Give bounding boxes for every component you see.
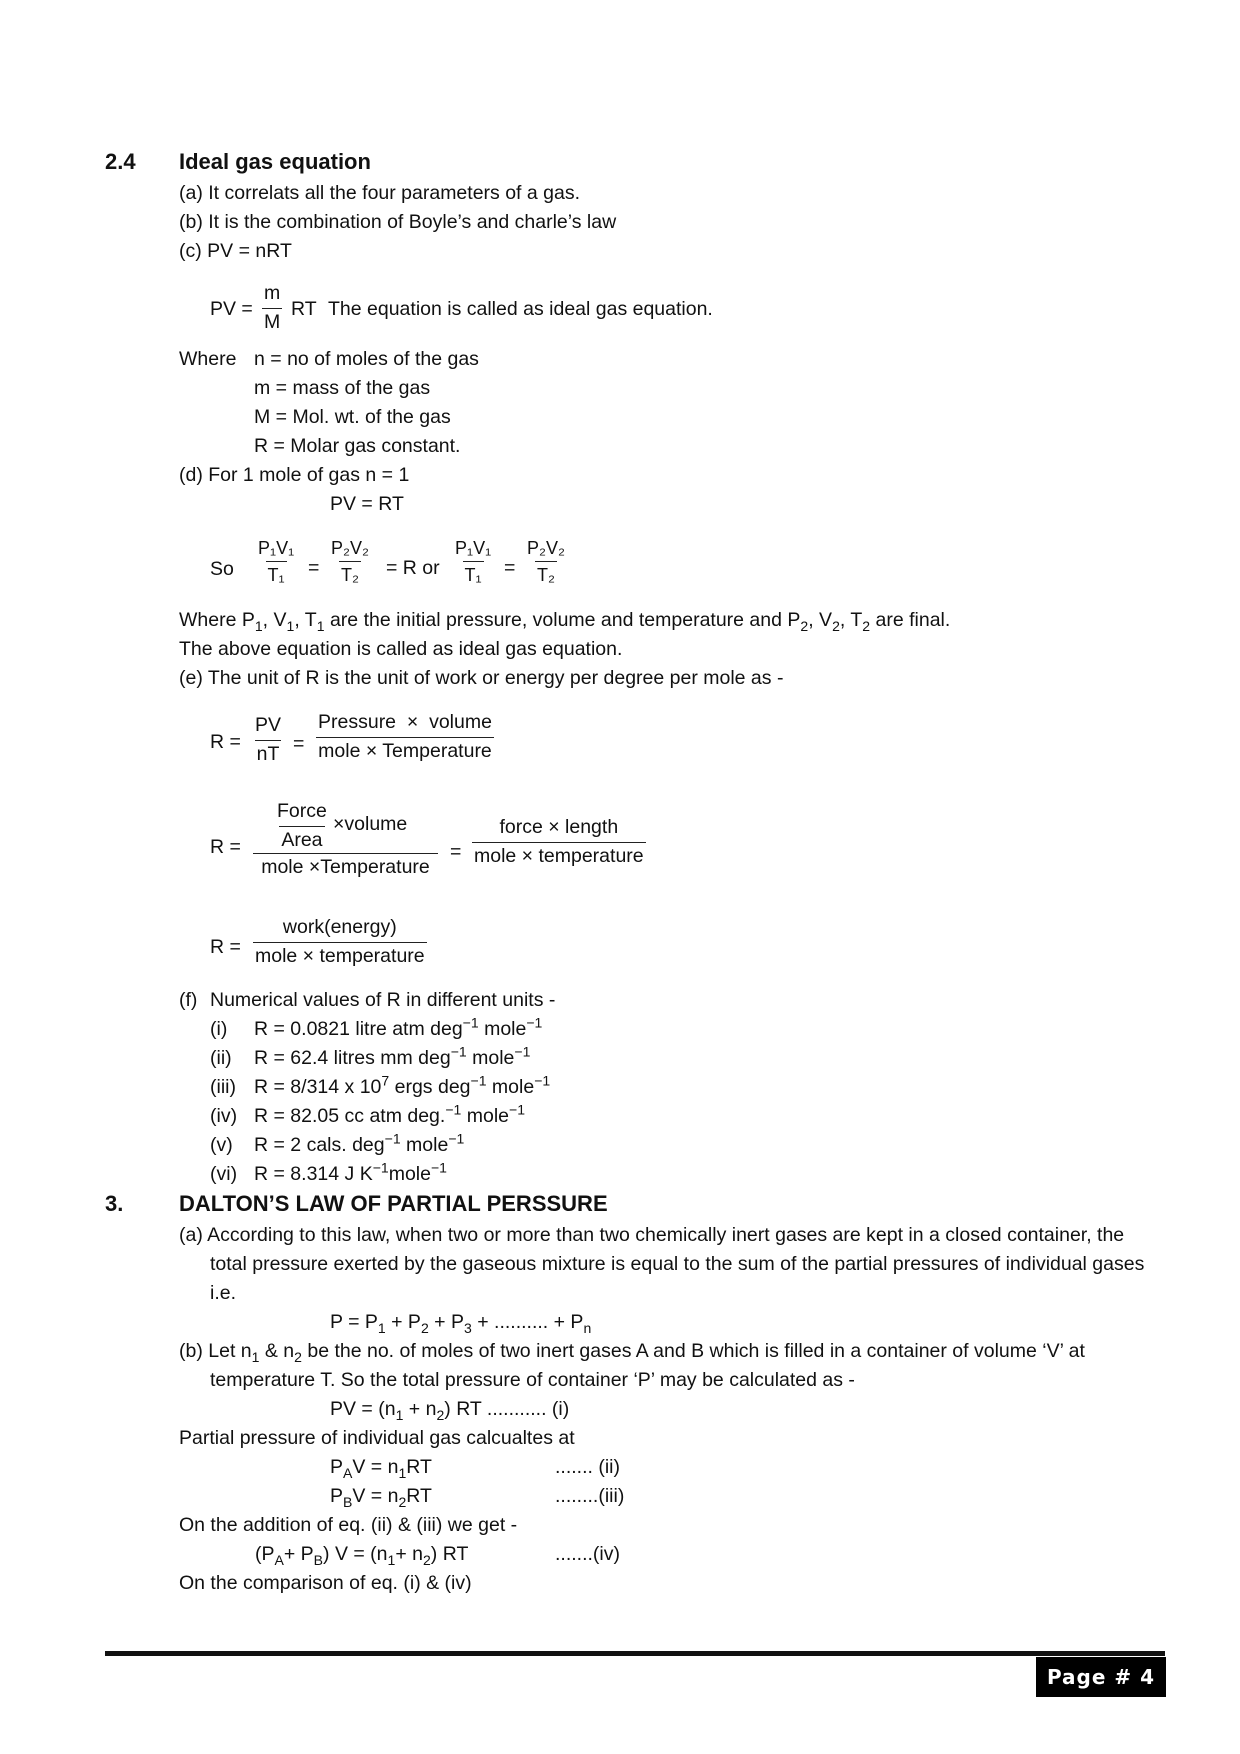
times-volume: ×volume bbox=[333, 813, 408, 835]
numerator: m bbox=[264, 282, 281, 304]
r-value: R = 2 cals. deg$^{-1}$ mole$^{-1}$ bbox=[254, 1130, 465, 1156]
equals: = bbox=[450, 841, 462, 863]
eq-lhs: PV = bbox=[210, 298, 253, 320]
item-d: (d) For 1 mole of gas n = 1 bbox=[179, 464, 410, 486]
r-value: R = 62.4 litres mm deg$^{-1}$ mole$^{-1}$ bbox=[254, 1043, 531, 1069]
fraction-force-area bbox=[275, 802, 329, 850]
equation-pv-rt: PV = RT bbox=[330, 493, 404, 515]
equals: = bbox=[504, 557, 516, 579]
fraction-pv-nt bbox=[253, 716, 283, 764]
r-value: R = 8/314 x $10^7$ ergs deg$^{-1}$ mole$^{-1}$ bbox=[254, 1072, 551, 1098]
item-a-line3: i.e. bbox=[210, 1282, 237, 1304]
section-title: DALTON’S LAW OF PARTIAL PERSSURE bbox=[179, 1191, 608, 1216]
numerator: P₁V₁ bbox=[258, 538, 295, 558]
comparison-label: On the comparison of eq. (i) & (iv) bbox=[179, 1572, 472, 1594]
fraction-p2v2-t2 bbox=[329, 539, 371, 584]
r-value: R = 8.314 J $K^{-1}mole^{-1}$ bbox=[254, 1159, 447, 1185]
fraction-pressure-volume bbox=[316, 713, 494, 761]
equation-iii-tag: ........(iii) bbox=[555, 1485, 625, 1507]
denominator: T₁ bbox=[463, 561, 484, 584]
so-label: So bbox=[210, 558, 234, 580]
item-a-line2: total pressure exerted by the gaseous mixture is equal to the sum of the partial pressures of individual gases bbox=[210, 1253, 1145, 1275]
denominator-mole-temperature: mole ×Temperature bbox=[253, 853, 438, 878]
definition-m: m = mass of the gas bbox=[254, 377, 431, 399]
page-number-badge: Page # 4 bbox=[1036, 1657, 1166, 1697]
fraction-force-length bbox=[472, 818, 646, 866]
equation-iv-tag: .......(iv) bbox=[555, 1543, 620, 1565]
section-title: Ideal gas equation bbox=[179, 149, 371, 174]
equation-ii: $P_AV = n_1RT$ bbox=[330, 1456, 432, 1481]
footer-divider bbox=[105, 1651, 1165, 1656]
list-index: (vi) bbox=[210, 1163, 238, 1185]
denominator: T₂ bbox=[339, 561, 361, 584]
section-number: 3. bbox=[105, 1191, 124, 1216]
list-index: (iv) bbox=[210, 1105, 238, 1127]
denominator: mole × temperature bbox=[253, 942, 427, 967]
fraction-p1v1-t1-b bbox=[453, 539, 493, 584]
item-b-line2: temperature T. So the total pressure of container ‘P’ may be calculated as - bbox=[210, 1369, 855, 1391]
eq-lhs: R = bbox=[210, 731, 241, 753]
item-b: (b) It is the combination of Boyle’s and charle’s law bbox=[179, 211, 617, 233]
r-value: R = 0.0821 litre atm deg$^{-1}$ mole$^{-1}$ bbox=[254, 1014, 543, 1040]
item-a: (a) It correlats all the four parameters of a gas. bbox=[179, 182, 581, 204]
item-f-text: Numerical values of R in different units - bbox=[210, 989, 556, 1011]
numerator: work(energy) bbox=[282, 916, 397, 938]
list-index: (i) bbox=[210, 1018, 228, 1040]
list-index: (v) bbox=[210, 1134, 233, 1156]
eq-lhs: R = bbox=[210, 836, 241, 858]
numerator: force × length bbox=[499, 816, 619, 838]
denominator: mole × Temperature bbox=[316, 737, 494, 762]
denominator: M bbox=[262, 308, 282, 333]
denominator: Area bbox=[279, 826, 324, 851]
definition-n: n = no of moles of the gas bbox=[254, 348, 479, 370]
item-c: (c) PV = nRT bbox=[179, 240, 292, 262]
list-index: (ii) bbox=[210, 1047, 232, 1069]
numerator: P₂V₂ bbox=[331, 538, 369, 558]
equation-iv: $(P_A+ P_B) V = (n_1+ n_2)$ RT bbox=[255, 1543, 469, 1568]
section-number: 2.4 bbox=[105, 149, 136, 174]
definition-M: M = Mol. wt. of the gas bbox=[254, 406, 451, 428]
denominator: nT bbox=[255, 740, 282, 765]
fraction-p2v2-t2-b bbox=[525, 539, 567, 584]
denominator: T₁ bbox=[266, 561, 287, 584]
equals: = bbox=[293, 733, 305, 755]
equals-r-or: = R or bbox=[386, 557, 440, 579]
item-e: (e) The unit of R is the unit of work or energy per degree per mole as - bbox=[179, 667, 784, 689]
eq-note: The equation is called as ideal gas equation. bbox=[328, 298, 713, 320]
equation-total-pressure: $P = P_1 + P_2 + P_3$ + .......... + $P_n$ bbox=[330, 1311, 592, 1336]
addition-label: On the addition of eq. (ii) & (iii) we get - bbox=[179, 1514, 518, 1536]
item-b-line1: (b) Let $n_1$ & $n_2$ be the no. of moles of two inert gases A and B which is filled in a container of volume ‘V’ at bbox=[179, 1340, 1085, 1365]
fraction-work-energy bbox=[253, 918, 427, 966]
equals: = bbox=[308, 557, 320, 579]
initial-final-explanation: Where $P_1$, $V_1$, $T_1$ are the initial pressure, volume and temperature and $P_2$, $V_2$, $T_2$ are final. bbox=[179, 609, 951, 634]
numerator: Force bbox=[277, 800, 327, 822]
definition-R: R = Molar gas constant. bbox=[254, 435, 461, 457]
equation-iii: $P_BV = n_2RT$ bbox=[330, 1485, 432, 1510]
numerator: P₂V₂ bbox=[527, 538, 565, 558]
r-value: R = 82.05 cc atm deg.$^{-1}$ mole$^{-1}$ bbox=[254, 1101, 526, 1127]
denominator: T₂ bbox=[535, 561, 557, 584]
numerator: Pressure × volume bbox=[318, 711, 492, 733]
above-equation-note: The above equation is called as ideal gas equation. bbox=[179, 638, 623, 660]
denominator: mole × temperature bbox=[472, 842, 646, 867]
fraction-p1v1-t1 bbox=[256, 539, 296, 584]
where-label: Where bbox=[179, 348, 237, 370]
numerator: PV bbox=[255, 714, 282, 736]
numerator: P₁V₁ bbox=[455, 538, 492, 558]
eq-rhs: RT bbox=[291, 298, 317, 320]
equation-i: PV = $(n_1 + n_2)$ RT ........... (i) bbox=[330, 1398, 570, 1423]
equation-ii-tag: ....... (ii) bbox=[555, 1456, 620, 1478]
item-a-line1: (a) According to this law, when two or more than two chemically inert gases are kept in a closed container, the bbox=[179, 1224, 1125, 1246]
item-f-label: (f) bbox=[179, 989, 198, 1011]
fraction-m-over-M bbox=[262, 284, 282, 332]
list-index: (iii) bbox=[210, 1076, 236, 1098]
partial-pressure-label: Partial pressure of individual gas calcualtes at bbox=[179, 1427, 575, 1449]
eq-lhs: R = bbox=[210, 936, 241, 958]
